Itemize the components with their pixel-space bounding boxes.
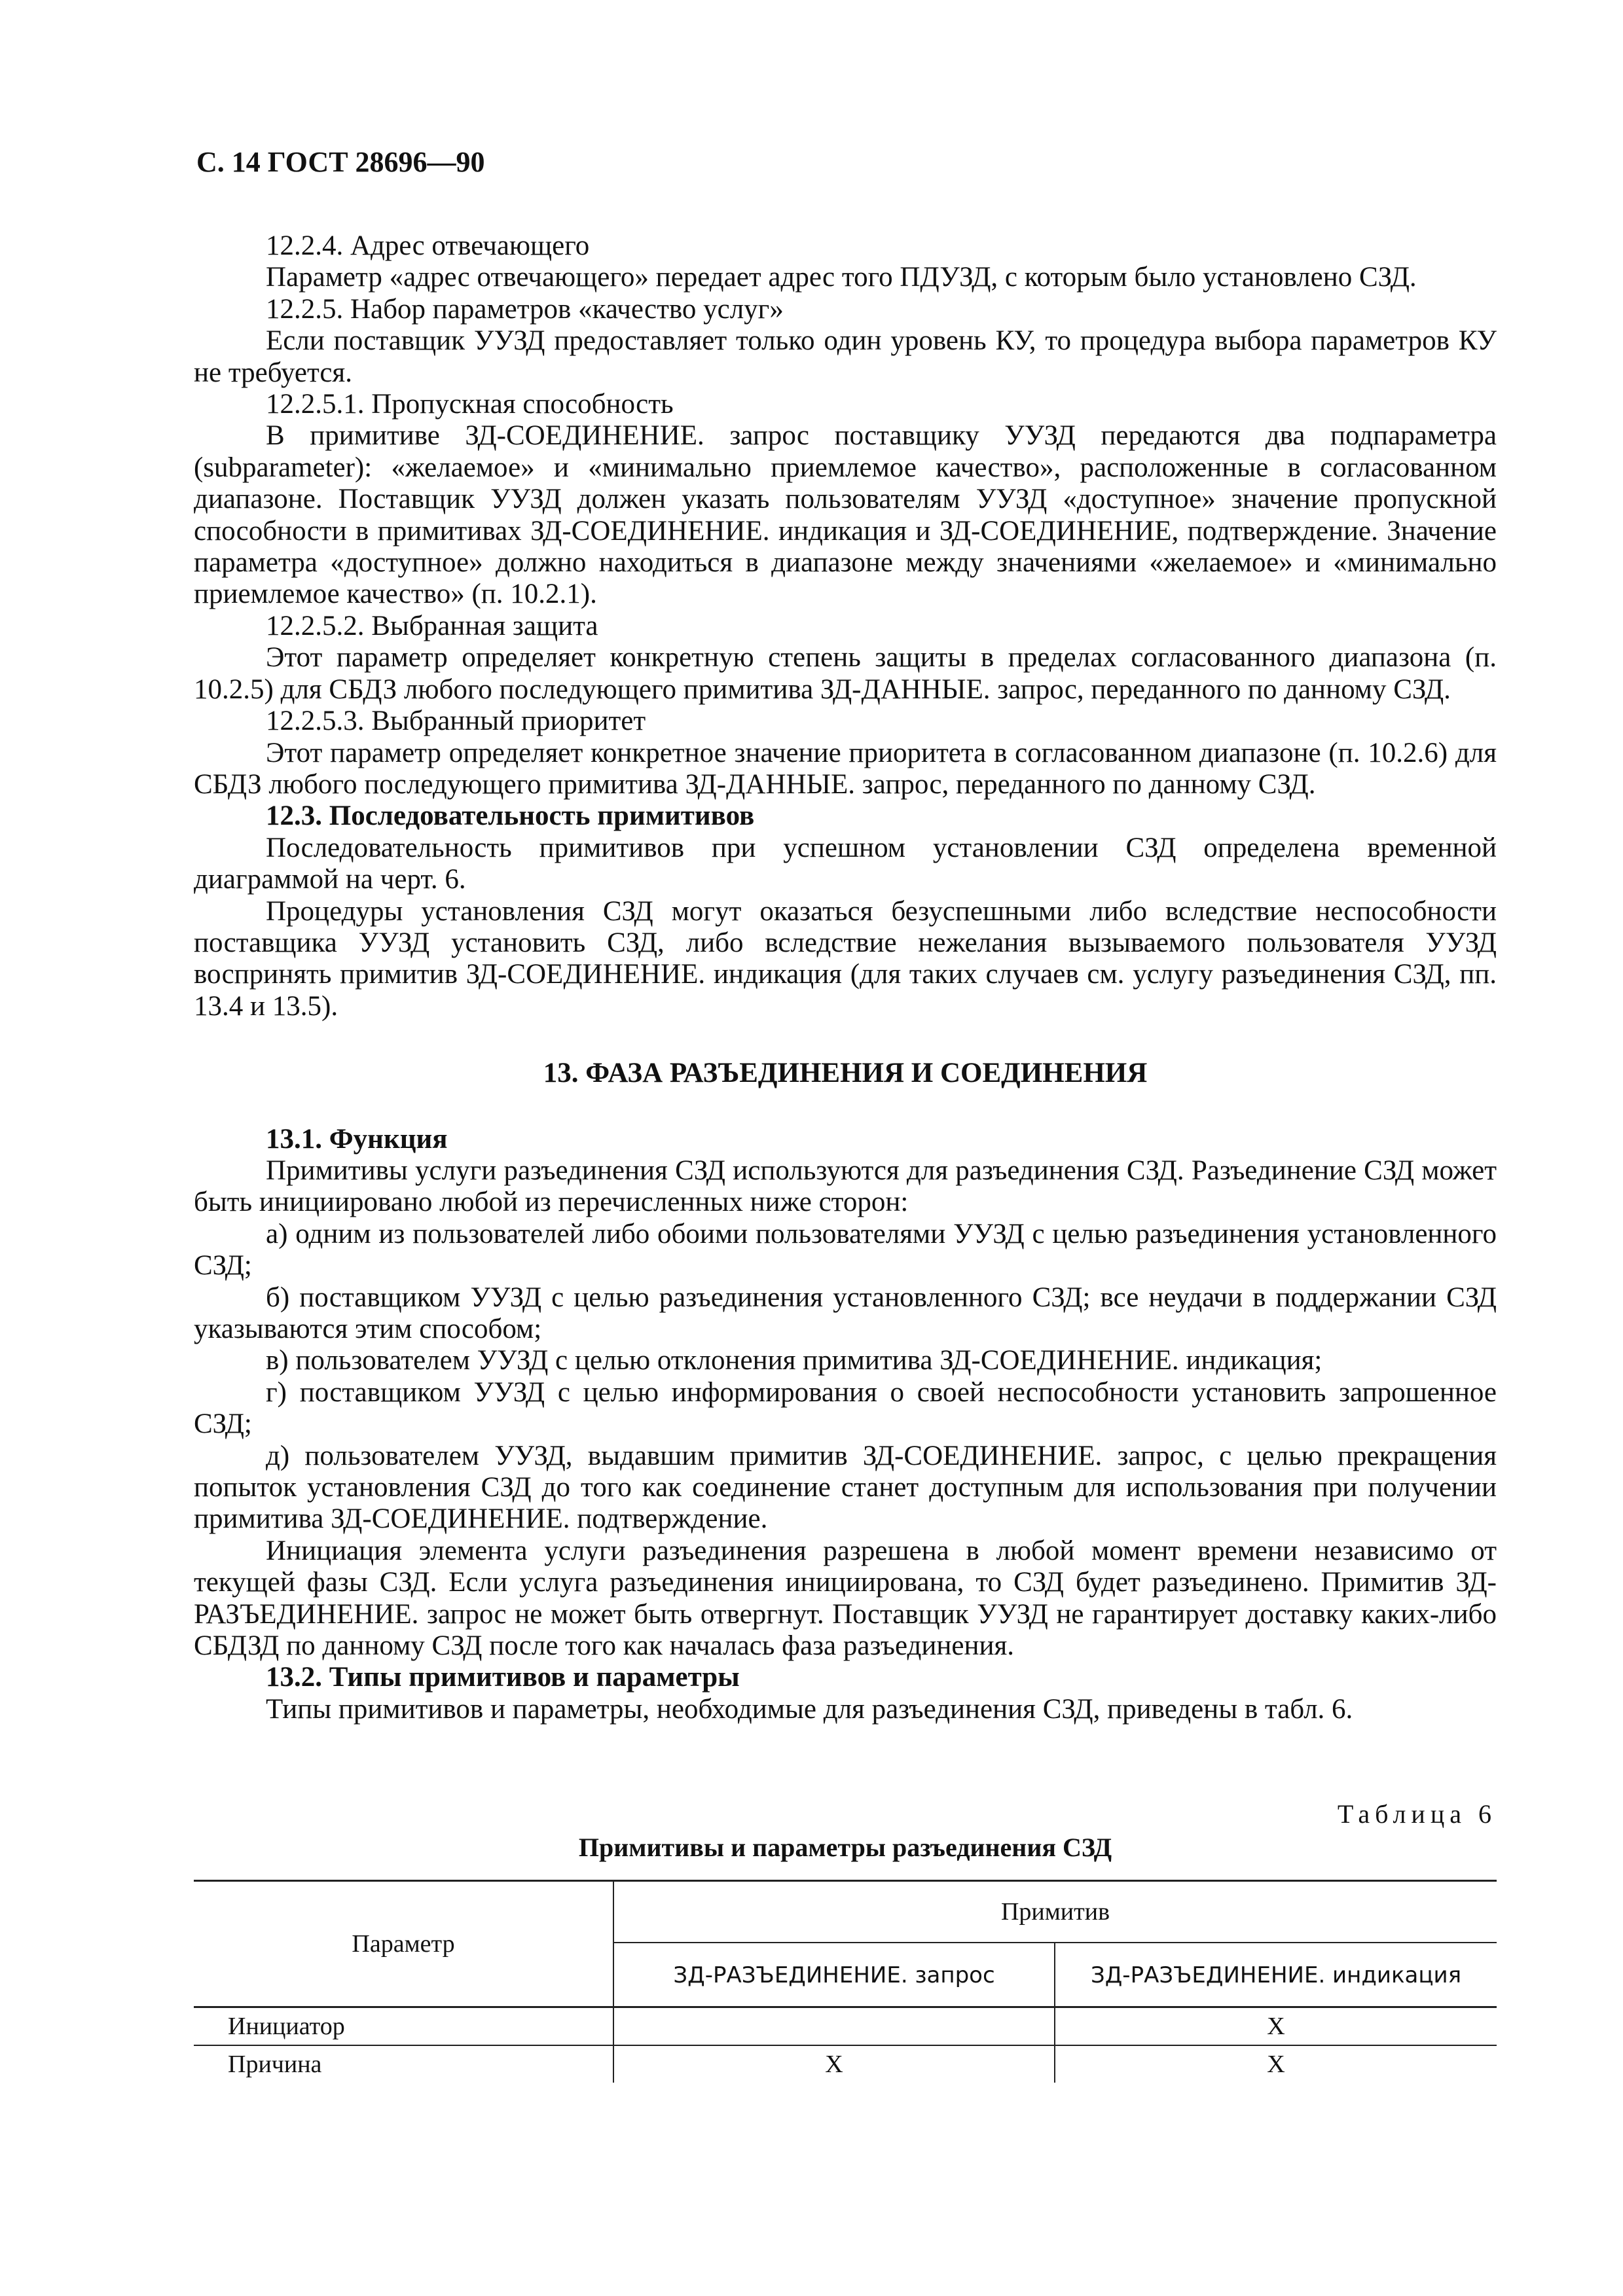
clause-heading: 12.2.5. Набор параметров «качество услуг» xyxy=(266,293,784,325)
paragraph: Процедуры установления СЗД могут оказаться безуспешными либо вследствие неспособности поставщика УУЗД установить СЗД, либо вследствие нежелания вызываемого пользователя УУЗД воспринять примитив ЗД-СОЕДИНЕНИЕ. индикация (для таких случаев см. услугу разъединения СЗД, пп. 13.4 и 13.5). xyxy=(194,895,1497,1022)
section-heading: 13. ФАЗА РАЗЪЕДИНЕНИЯ И СОЕДИНЕНИЯ xyxy=(543,1058,1148,1089)
page-header: С. 14 ГОСТ 28696—90 xyxy=(196,146,485,178)
document-body xyxy=(194,230,1497,1725)
clause-heading: 12.2.5.2. Выбранная защита xyxy=(266,610,598,641)
list-item: а) одним из пользователей либо обоими пользователями УУЗД с целью разъединения установленного СЗД; xyxy=(194,1218,1497,1282)
paragraph: Последовательность примитивов при успешном установлении СЗД определена временной диаграммой на черт. 6. xyxy=(194,832,1497,895)
list-item: в) пользователем УУЗД с целью отклонения примитива ЗД-СОЕДИНЕНИЕ. индикация; xyxy=(266,1345,1322,1376)
header-disconnect-request: ЗД-РАЗЪЕДИНЕНИЕ. запрос xyxy=(613,1943,1055,2007)
list-item: д) пользователем УУЗД, выдавшим примитив ЗД-СОЕДИНЕНИЕ. запрос, с целью прекращения попыток установления СЗД до того как соединение станет доступным для использования при получении примитива ЗД-СОЕДИНЕНИЕ. подтверждение. xyxy=(194,1440,1497,1535)
paragraph: Этот параметр определяет конкретную степень защиты в пределах согласованного диапазона (п. 10.2.5) для СБДЗ любого последующего примитива ЗД-ДАННЫЕ. запрос, переданного по данному СЗД. xyxy=(194,642,1497,705)
paragraph: Инициация элемента услуги разъединения разрешена в любой момент времени независимо от текущей фазы СЗД. Если услуга разъединения инициирована, то СЗД будет разъединено. Примитив ЗД-РАЗЪЕДИНЕНИЕ. запрос не может быть отвергнут. Поставщик УУЗД не гарантирует доставку каких-либо СБДЗД по данному СЗД после того как началась фаза разъединения. xyxy=(194,1535,1497,1662)
row-indication-mark: X xyxy=(1267,2051,1285,2078)
paragraph: Примитивы услуги разъединения СЗД используются для разъединения СЗД. Разъединение СЗД может быть инициировано любой из перечисленных ниже сторон: xyxy=(194,1155,1497,1218)
header-parameter: Параметр xyxy=(194,1881,613,2007)
header-disconnect-indication: ЗД-РАЗЪЕДИНЕНИЕ. индикация xyxy=(1055,1943,1497,2007)
clause-heading: 12.2.5.3. Выбранный приоритет xyxy=(266,706,646,737)
row-parameter: Причина xyxy=(194,2045,613,2083)
subsection-heading: 13.1. Функция xyxy=(266,1123,448,1155)
table-row xyxy=(194,2007,1497,2046)
subsection-heading: 13.2. Типы примитивов и параметры xyxy=(266,1662,740,1693)
paragraph: Этот параметр определяет конкретное значение приоритета в согласованном диапазоне (п. 10.2.6) для СБДЗ любого последующего примитива ЗД-ДАННЫЕ. запрос, переданного по данному СЗД. xyxy=(194,737,1497,800)
table-title: Примитивы и параметры разъединения СЗД xyxy=(578,1833,1112,1862)
row-parameter: Инициатор xyxy=(194,2007,613,2046)
table-number: Таблица 6 xyxy=(1337,1799,1497,1829)
table-caption xyxy=(194,1799,1497,1863)
table-row xyxy=(194,2045,1497,2083)
header-primitive: Примитив xyxy=(613,1881,1497,1943)
clause-heading: 12.2.4. Адрес отвечающего xyxy=(266,230,590,261)
row-indication-mark: X xyxy=(1055,2007,1497,2046)
clause-heading: 12.2.5.1. Пропускная способность xyxy=(266,389,674,420)
paragraph: В примитиве ЗД-СОЕДИНЕНИЕ. запрос поставщику УУЗД передаются два подпараметра (subparameter): «желаемое» и «минимально приемлемое качество», расположенные в согласованном диапазоне. Поставщик УУЗД должен указать пользователям УУЗД «доступное» значение пропускной способности в примитивах ЗД-СОЕДИНЕНИЕ. индикация и ЗД-СОЕДИНЕНИЕ, подтверждение. Значение параметра «доступное» должно находиться в диапазоне между значениями «желаемое» и «минимально приемлемое качество» (п. 10.2.1). xyxy=(194,420,1497,610)
list-item: г) поставщиком УУЗД с целью информирования о своей неспособности установить запрошенное СЗД; xyxy=(194,1376,1497,1440)
subsection-heading: 12.3. Последовательность примитивов xyxy=(266,800,755,832)
paragraph: Если поставщик УУЗД предоставляет только один уровень КУ, то процедура выбора параметров КУ не требуется. xyxy=(194,325,1497,388)
table-header-row xyxy=(194,1881,1497,1943)
primitives-table xyxy=(194,1880,1497,2083)
paragraph: Типы примитивов и параметры, необходимые для разъединения СЗД, приведены в табл. 6. xyxy=(266,1693,1353,1725)
list-item: б) поставщиком УУЗД с целью разъединения установленного СЗД; все неудачи в поддержании СЗД указываются этим способом; xyxy=(194,1282,1497,1344)
paragraph: Параметр «адрес отвечающего» передает адрес того ПДУЗД, с которым было установлено СЗД. xyxy=(266,262,1417,293)
row-request-mark xyxy=(613,2007,1055,2046)
row-request-mark: X xyxy=(613,2045,1055,2083)
